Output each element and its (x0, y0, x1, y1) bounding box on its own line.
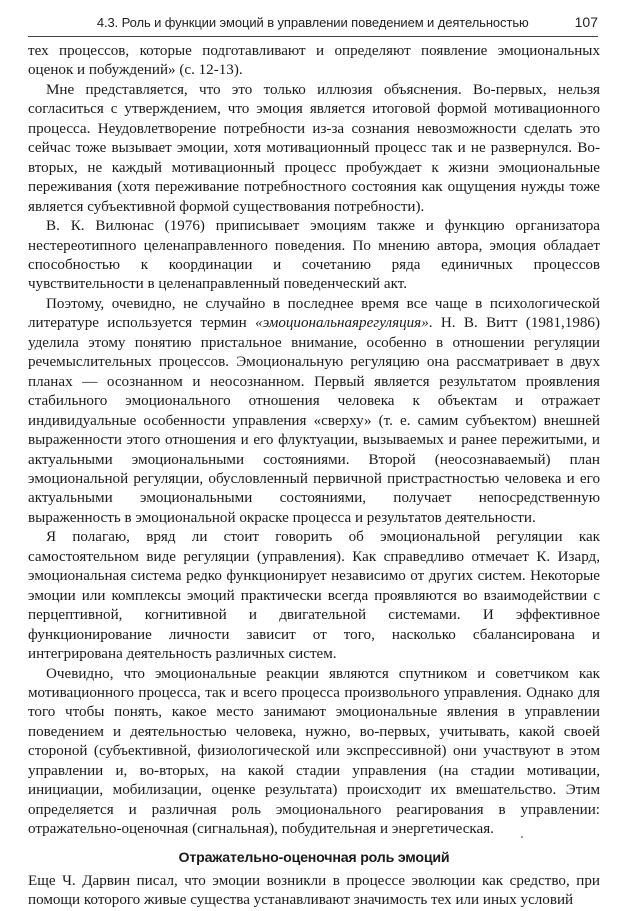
paragraph: Очевидно, что эмоциональные реакции являются спутником и советчиком как мотивационного процесса, так и всего процесса произвольного управления. Однако для того чтобы понять, какое место занимают эмоциональные явления в управлении поведением и деятельностью человека, нужно, во-первых, учитывать, какой своей стороной (субъективной, физиологической или экспрессивной) они участвуют в этом управлении и, во-вторых, на какой стадии управления (на стадии мотивации, инициации, мобилизации, оценке результата) происходит их вмешательство. Этим определяется и различная роль эмоционального реагирования в управлении: отражательно-оценочная (сигнальная), побудительная и энергетическая. (28, 665, 600, 838)
paragraph (28, 295, 600, 528)
paragraph-text: . Н. В. Витт (1981,1986) уделила этому понятию пристальное внимание, особенно в отношении регуляции речемыслительных процессов. Эмоциональную регуляцию она рассматривает в двух планах — осознанном и неосознанном. Первый является результатом проявления стабильного эмоционального отношения человека к объектам и отражает индивидуальные особенности управления «сверху» (т. е. самим субъектом) внешней выраженности этого отношения и его флуктуации, вызываемых и ранее пережитыми, и актуальными эмоциональными состояниями. Второй (неосознаваемый) план эмоциональной регуляции, обусловленный первичной пристрастностью человека и его актуальными эмоциональными состояниями, получает непосредственную выраженность в эмоциональной окраске процесса и результатов деятельности. (28, 315, 601, 526)
running-title: 4.3. Роль и функции эмоций в управлении поведением и деятельностью (96, 15, 529, 30)
emphasized-term: «эмоциональнаярегуляция» (255, 315, 429, 332)
page-number: 107 (574, 14, 598, 30)
paragraph-closing: Еще Ч. Дарвин писал, что эмоции возникли в процессе эволюции как средство, при помощи которого живые существа устанавливают значимость тех или иных условий (28, 873, 600, 909)
paragraph-text: Поэтому, очевидно, не случайно в последнее время все чаще в психологической литературе используется термин (28, 295, 600, 332)
section-subheading: Отражательно-оценочная роль эмоций (178, 849, 450, 866)
paragraph: Я полагаю, вряд ли стоит говорить об эмоциональной регуляции как самостоятельном виде регуляции (управления). Как справедливо отмечает К. Изард, эмоциональная система редко функционирует независимо от других систем. Некоторые эмоции или комплексы эмоций практически всегда проявляются во взаимодействии с перцептивной, когнитивной и двигательной системами. И эффективное функционирование личности зависит от того, насколько сбалансирована и интегрирована деятельность различных систем. (28, 529, 600, 663)
scan-speck (521, 836, 523, 838)
paragraph-continuation: тех процессов, которые подготавливают и определяют появление эмоциональных оценок и побуждений» (с. 12-13). (28, 43, 600, 79)
body-text (28, 42, 600, 911)
paragraph: Мне представляется, что это только иллюзия объяснения. Во-первых, нельзя согласиться с утверждением, что эмоция является итоговой формой мотивационного процесса. Неудовлетворение потребности из-за сознания невозможности сделать это сейчас тоже вызывает эмоции, хотя мотивационный процесс так и не развернулся. Во-вторых, не каждый мотивационный процесс пробуждает к жизни эмоциональные переживания (хотя переживание потребностного состояния как ощущения нужды тоже является субъективной формой существования потребности). (28, 81, 600, 215)
paragraph: В. К. Вилюнас (1976) приписывает эмоциям также и функцию организатора нестереотипного целенаправленного поведения. По мнению автора, эмоция обладает способностью к координации и сочетанию ряда единичных процессов чувствительности в целенаправленный поведенческий акт. (28, 218, 600, 293)
running-header (28, 14, 598, 30)
header-rule (28, 36, 598, 37)
